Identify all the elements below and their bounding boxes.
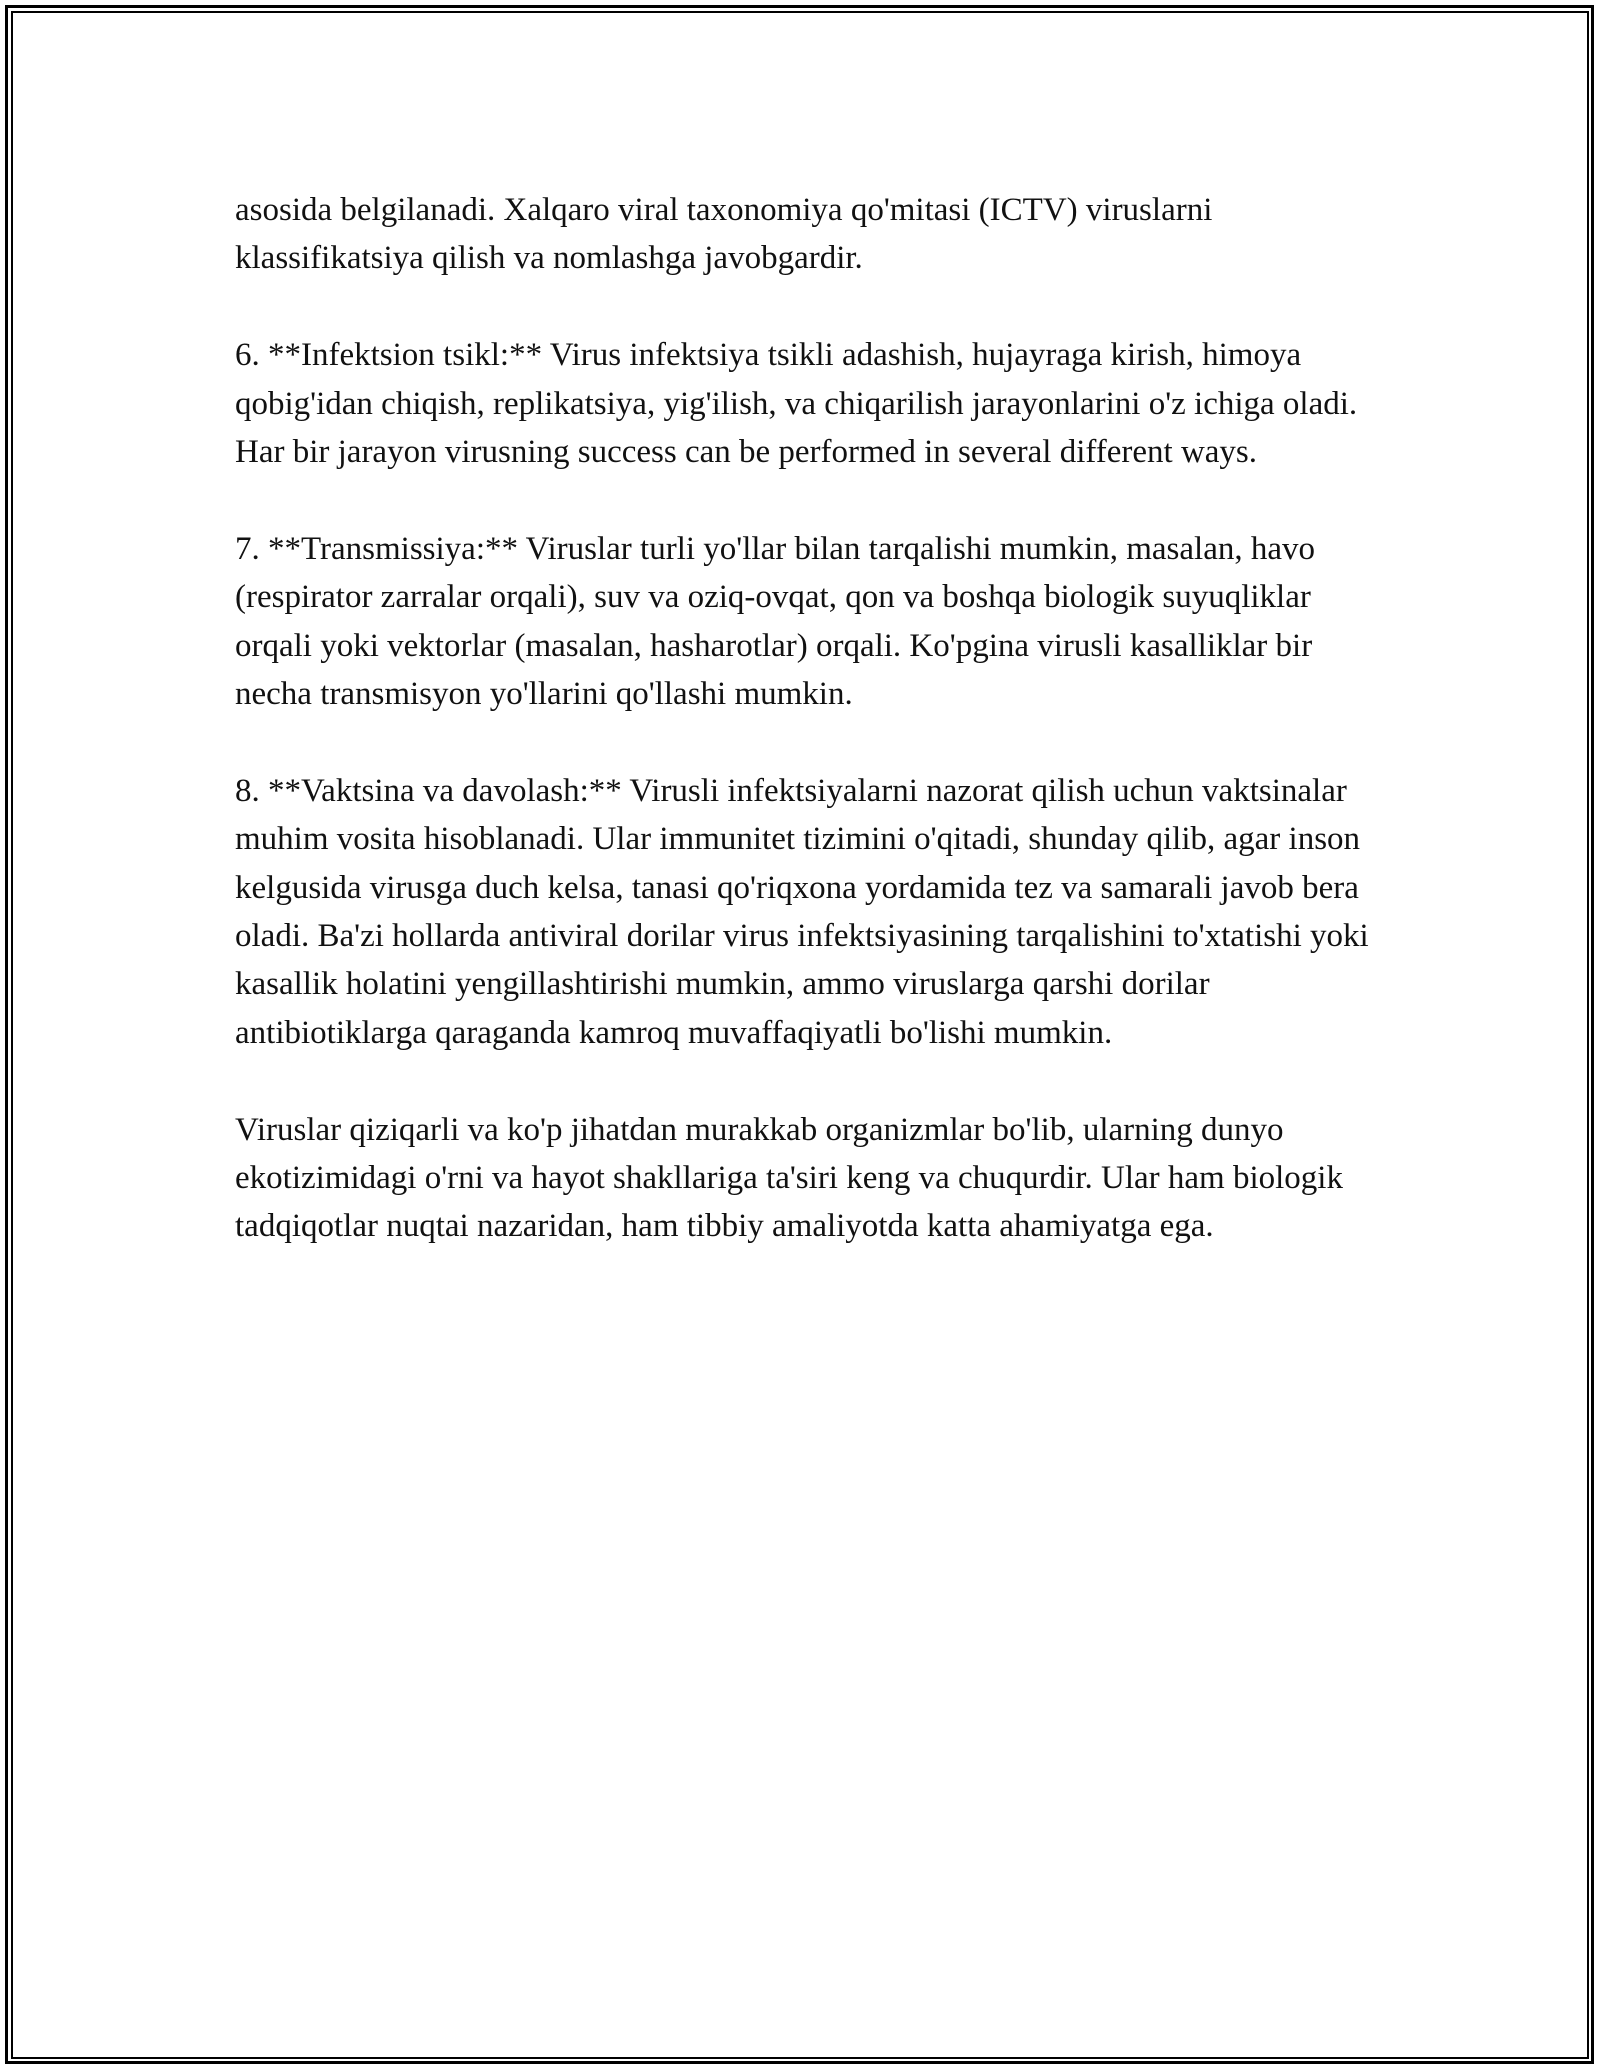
paragraph-vaccine-treatment: 8. **Vaktsina va davolash:** Virusli infektsiyalarni nazorat qilish uchun vaktsinalar muhim vosita hisoblanadi. Ular immunitet tizimini o'qitadi, shunday qilib, agar inson kelgusida virusga duch kelsa, tanasi qo'riqxona yordamida tez va samarali javob bera oladi. Ba'zi hollarda antiviral dorilar virus infektsiyasining tarqalishini to'xtatishi yoki kasallik holatini yengillashtirishi mumkin, ammo viruslarga qarshi dorilar antibiotiklarga qaraganda kamroq muvaffaqiyatli bo'lishi mumkin. [235, 772, 1369, 1051]
paragraph-continuation: asosida belgilanadi. Xalqaro viral taxonomiya qo'mitasi (ICTV) viruslarni klassifikatsiya qilish va nomlashga javobgardir. [235, 192, 1213, 277]
paragraph-infection-cycle: 6. **Infektsion tsikl:** Virus infektsiya tsikli adashish, hujayraga kirish, himoya qobig'idan chiqish, replikatsiya, yig'ilish, va chiqarilish jarayonlarini o'z ichiga oladi. Har bir jarayon virusning success can be performed in several different ways. [235, 337, 1358, 471]
paragraph-conclusion: Viruslar qiziqarli va ko'p jihatdan murakkab organizmlar bo'lib, ularning dunyo ekotizimidagi o'rni va hayot shakllariga ta'siri keng va chuqurdir. Ular ham biologik tadqiqotlar nuqtai nazaridan, ham tibbiy amaliyotda katta ahamiyatga ega. [235, 1111, 1343, 1245]
document-body [235, 186, 1375, 1299]
paragraph-transmission: 7. **Transmissiya:** Viruslar turli yo'llar bilan tarqalishi mumkin, masalan, havo (respirator zarralar orqali), suv va oziq-ovqat, qon va boshqa biologik suyuqliklar orqali yoki vektorlar (masalan, hasharotlar) orqali. Ko'pgina virusli kasalliklar bir necha transmisyon yo'llarini qo'llashi mumkin. [235, 530, 1316, 713]
